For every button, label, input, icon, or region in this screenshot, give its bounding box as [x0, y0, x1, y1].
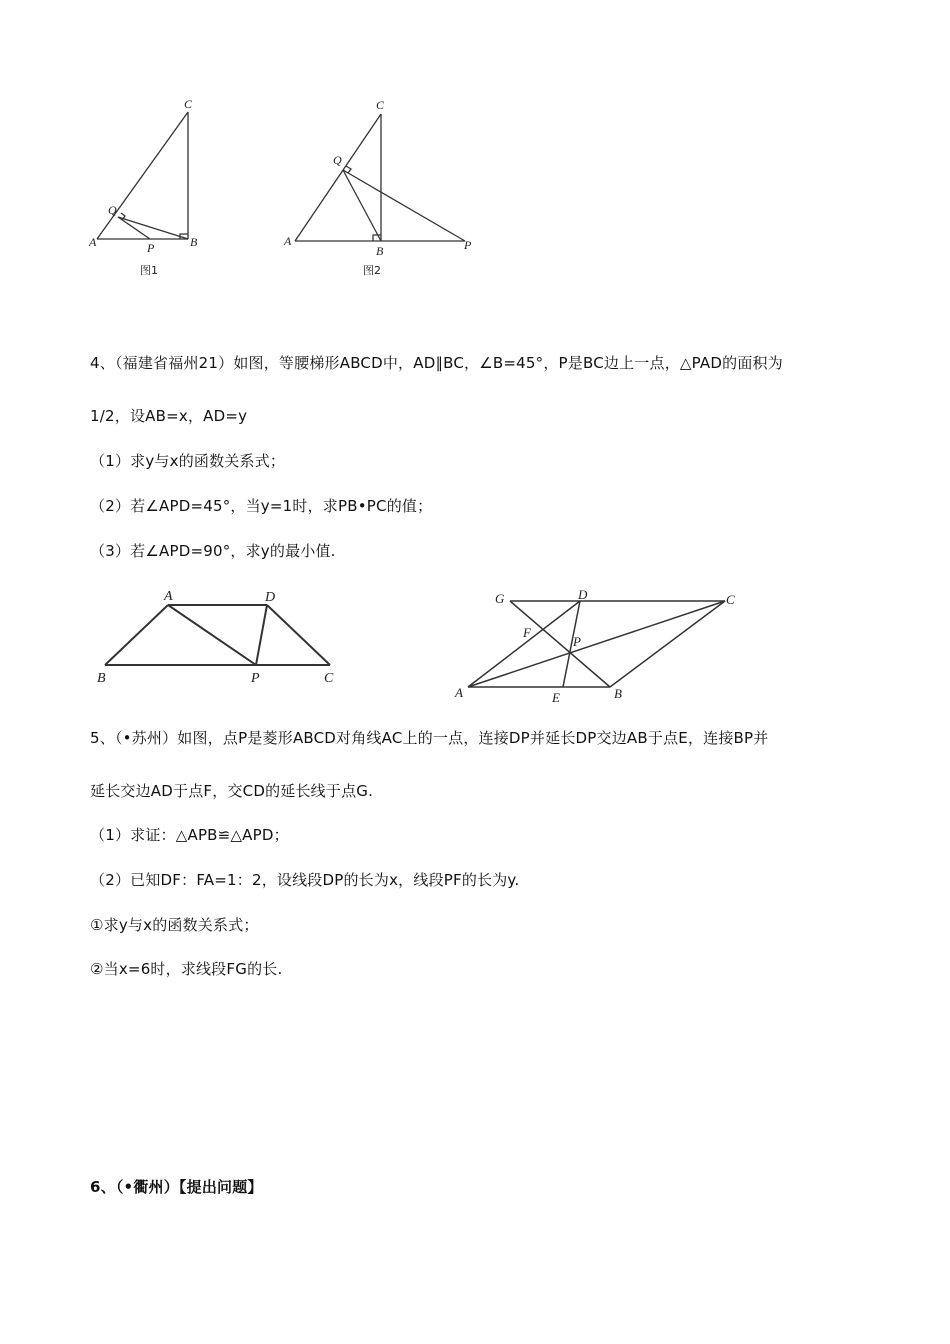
figure-2-label-b: B	[376, 244, 384, 258]
figure-4-label-d: D	[578, 587, 588, 602]
figure-1-triangle	[80, 92, 210, 282]
figure-4-label-p: P	[573, 634, 581, 649]
figure-4-label-f: F	[523, 625, 531, 640]
figure-1-caption: 图1	[140, 264, 158, 277]
q4-part-3: （3）若∠APD=90°，求y的最小值.	[90, 542, 336, 560]
figure-2-caption: 图2	[363, 264, 381, 277]
q5-part-1: （1）求证：△APB≌△APD；	[90, 826, 289, 844]
figure-4-label-g: G	[495, 591, 505, 606]
figure-3-trapezoid	[90, 585, 350, 690]
figure-4-label-e: E	[552, 690, 560, 705]
q5-part-2: （2）已知DF：FA=1：2，设线段DP的长为x，线段PF的长为y.	[90, 871, 520, 889]
figure-2-triangle	[275, 92, 485, 282]
figure-3-label-d: D	[265, 590, 276, 605]
figure-2-label-p: P	[464, 238, 472, 252]
q5-line-1: 5、（•苏州）如图，点P是菱形ABCD对角线AC上的一点，连接DP并延长DP交边AB于点E，连接BP并	[90, 729, 769, 747]
figure-2-label-q: Q	[333, 153, 342, 167]
figure-3-label-a: A	[164, 589, 173, 604]
figure-4-rhombus	[450, 585, 750, 710]
q5-sub-1: ①求y与x的函数关系式；	[90, 916, 259, 934]
q5-sub-2: ②当x=6时，求线段FG的长.	[90, 960, 283, 978]
figure-2-label-a: A	[284, 234, 292, 248]
figure-3-label-c: C	[324, 671, 334, 686]
q4-line-2: 1/2，设AB=x，AD=y	[90, 407, 248, 425]
q4-line-1: 4、（福建省福州21）如图，等腰梯形ABCD中，AD∥BC，∠B=45°，P是BC边上一点，△PAD的面积为	[90, 354, 783, 372]
q4-part-2: （2）若∠APD=45°，当y=1时，求PB•PC的值；	[90, 497, 433, 515]
q6-line-1: 6、（•衢州）【提出问题】	[90, 1178, 263, 1196]
figure-1-label-b: B	[190, 235, 198, 249]
figure-4-label-b: B	[614, 686, 622, 701]
figure-3-label-b: B	[97, 671, 106, 686]
figure-1-label-q: Q	[108, 203, 117, 217]
figure-1-label-a: A	[89, 235, 97, 249]
figure-3-label-p: P	[251, 671, 260, 686]
figure-4-label-a: A	[455, 685, 463, 700]
figure-1-label-p: P	[147, 241, 155, 255]
q5-line-2: 延长交边AD于点F，交CD的延长线于点G.	[90, 782, 374, 800]
figure-1-label-c: C	[184, 97, 193, 111]
q4-part-1: （1）求y与x的函数关系式；	[90, 452, 286, 470]
figure-2-label-c: C	[376, 98, 385, 112]
figure-4-label-c: C	[726, 592, 735, 607]
